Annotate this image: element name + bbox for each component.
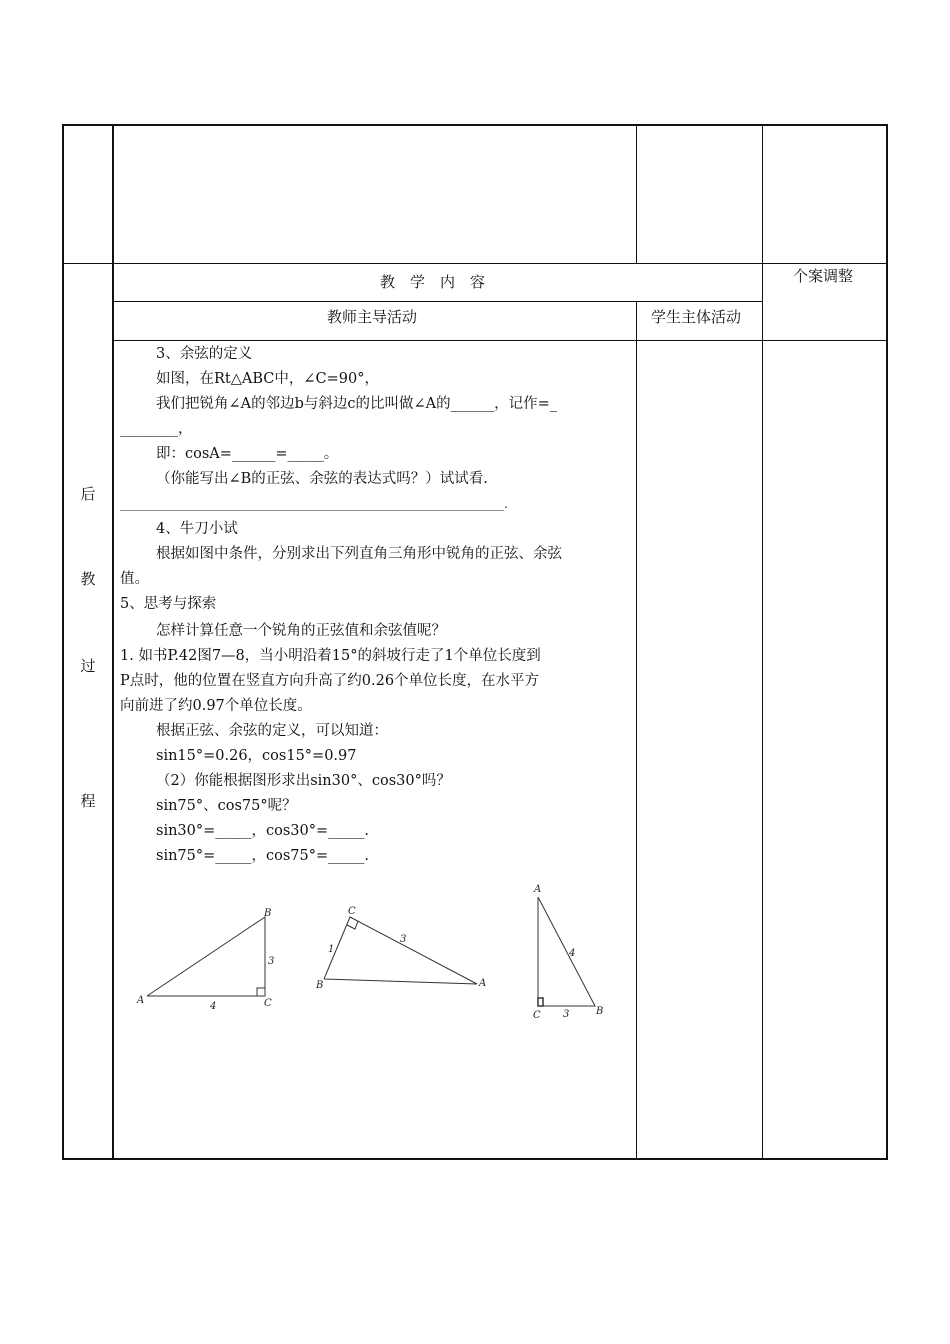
triangle-1-vertex-c: C	[264, 998, 272, 1009]
header-student-activity: 学生主体活动	[651, 308, 742, 326]
header-teaching-content: 教 学 内 容	[380, 273, 486, 291]
row-divider-subheader	[112, 340, 888, 341]
side-label-hou: 后	[80, 485, 96, 503]
triangle-3-vertex-a: A	[534, 884, 542, 895]
triangle-3-vertex-b: B	[596, 1006, 604, 1017]
triangle-3-side-cb: 3	[563, 1009, 570, 1020]
side-label-cheng: 程	[80, 792, 96, 810]
triangle-2-outline	[324, 917, 477, 984]
triangle-1-vertex-b: B	[264, 908, 272, 919]
section-3-line-2: 我们把锐角∠A的邻边b与斜边c的比叫做∠A的______，记作=_	[156, 396, 558, 412]
side-label-guo: 过	[80, 657, 96, 675]
header-case-adjust: 个案调整	[793, 267, 854, 285]
section-3-line-4: 即：cosA=______=_____。	[156, 446, 339, 462]
section-5-line-2: 1. 如书P.42图7—8，当小明沿着15°的斜坡行走了1个单位长度到	[120, 648, 541, 664]
divider-left-column	[112, 124, 114, 1160]
section-3-line-1: 如图，在Rt△ABC中，∠C=90°，	[156, 371, 379, 387]
divider-teacher-student	[636, 124, 637, 264]
section-5-title: 5、思考与探索	[120, 596, 217, 612]
row-divider-top	[62, 263, 888, 264]
section-4-title: 4、牛刀小试	[156, 521, 238, 537]
section-3-line-3: ________，	[120, 421, 193, 437]
triangle-1-side-bc: 3	[268, 956, 275, 967]
header-teacher-activity: 教师主导活动	[327, 308, 418, 326]
triangle-2-vertex-c: C	[348, 906, 356, 917]
section-5-line-3: P点时，他的位置在竖直方向升高了约0.26个单位长度，在水平方	[120, 673, 540, 689]
section-5-line-8: sin75°、cos75°呢？	[156, 798, 297, 814]
triangle-2-side-bc: 1	[328, 944, 335, 955]
triangle-2-side-ca: 3	[400, 934, 407, 945]
triangle-figure-1	[130, 900, 290, 1015]
triangle-figure-2	[310, 900, 500, 1000]
triangle-figure-3	[525, 880, 615, 1025]
row-divider-header	[112, 301, 762, 302]
triangle-3-right-angle-mark	[538, 998, 543, 1006]
section-5-line-9: sin30°=_____，cos30°=_____.	[156, 823, 370, 839]
section-5-line-6: sin15°=0.26，cos15°=0.97	[156, 748, 357, 764]
divider-student-adjust	[762, 124, 763, 1160]
triangle-2-vertex-a: A	[479, 978, 487, 989]
section-4-line-2: 值。	[120, 571, 149, 587]
section-5-line-5: 根据正弦、余弦的定义，可以知道：	[156, 723, 388, 739]
section-5-line-10: sin75°=_____，cos75°=_____.	[156, 848, 370, 864]
section-5-line-7: （2）你能根据图形求出sin30°、cos30°吗？	[156, 773, 451, 789]
triangle-3-side-ab: 4	[569, 948, 576, 959]
triangle-3-outline	[538, 897, 595, 1006]
divider-teacher-student-lower	[636, 301, 637, 1160]
triangle-1-side-ac: 4	[210, 1001, 217, 1012]
section-5-line-4: 向前进了约0.97个单位长度。	[120, 698, 312, 714]
section-3-answer-line: ________________________________________________________________.	[120, 497, 508, 511]
triangle-3-vertex-c: C	[533, 1010, 541, 1021]
triangle-1-vertex-a: A	[137, 995, 145, 1006]
triangle-1-right-angle-mark	[257, 988, 265, 996]
triangle-2-right-angle-mark	[347, 921, 358, 929]
section-4-line-1: 根据如图中条件，分别求出下列直角三角形中锐角的正弦、余弦	[156, 546, 562, 562]
triangle-2-vertex-b: B	[316, 980, 324, 991]
side-label-jiao: 教	[80, 570, 96, 588]
section-3-title: 3、余弦的定义	[156, 346, 253, 362]
triangle-1-outline	[147, 917, 265, 996]
section-5-line-1: 怎样计算任意一个锐角的正弦值和余弦值呢？	[156, 623, 446, 639]
section-3-line-5: （你能写出∠B的正弦、余弦的表达式吗？）试试看.	[156, 471, 488, 487]
